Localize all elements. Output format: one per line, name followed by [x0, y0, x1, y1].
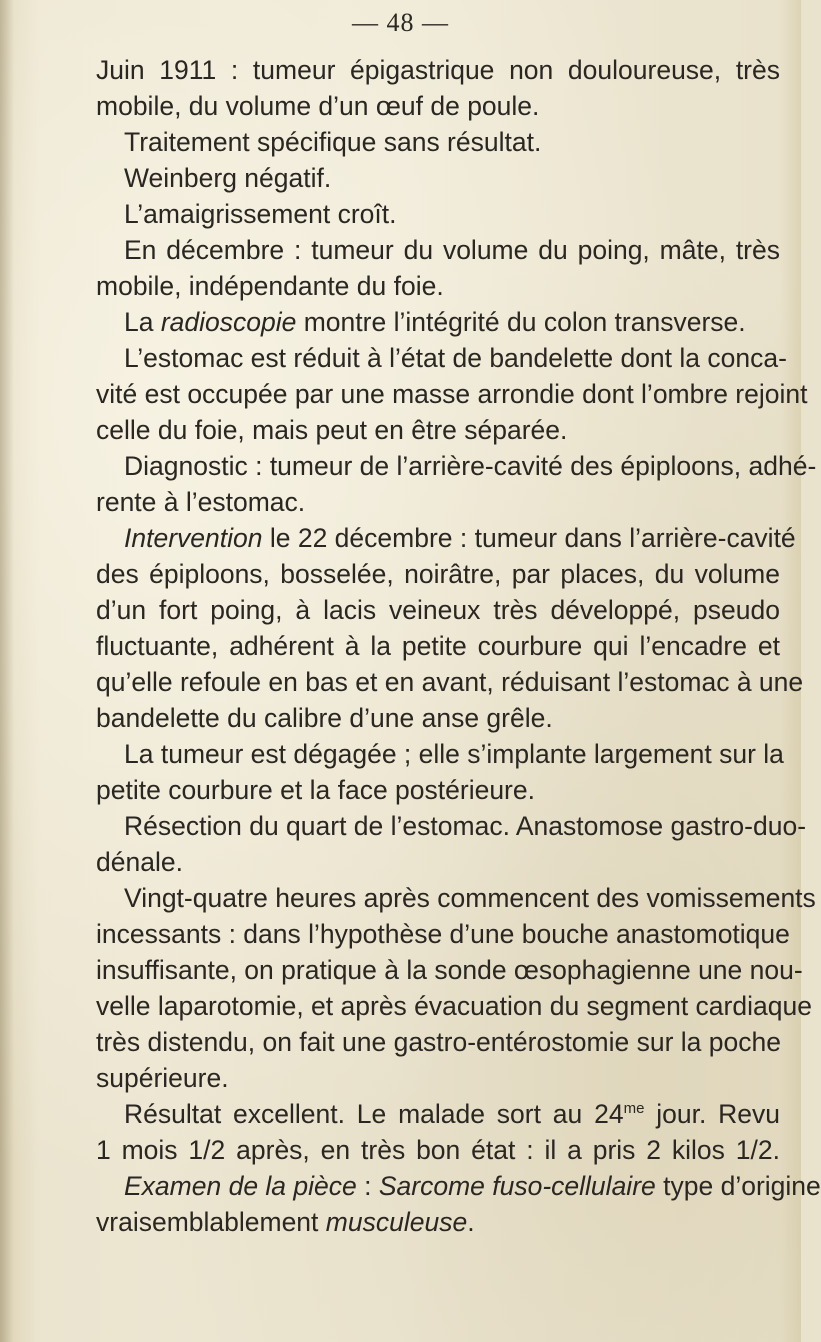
text-segment: vité est occupée par une masse arrondie dont l’ombre rejoint	[96, 379, 808, 409]
text-segment: 1 mois 1/2 après, en très bon état : il a pris 2 kilos 1/2.	[96, 1135, 780, 1165]
text-segment: d’un fort poing, à lacis veineux très développé, pseudo	[96, 595, 780, 625]
italic-text: Examen de la pièce	[124, 1171, 357, 1201]
text-segment: vraisemblablement	[96, 1207, 326, 1237]
text-line	[96, 1168, 821, 1204]
text-segment: petite courbure et la face postérieure.	[96, 775, 535, 805]
italic-text: Intervention	[124, 523, 263, 553]
italic-text: musculeuse	[325, 1207, 468, 1237]
text-line	[96, 772, 780, 808]
text-segment: rente à l’estomac.	[96, 487, 306, 517]
text-segment: En décembre : tumeur du volume du poing, mâte, très	[124, 235, 780, 265]
text-line	[96, 880, 816, 916]
text-line	[96, 484, 780, 520]
text-line	[96, 1024, 780, 1060]
text-line	[96, 88, 780, 124]
text-line	[96, 1096, 780, 1132]
text-line	[96, 412, 780, 448]
text-segment: Juin 1911 : tumeur épigastrique non douloureuse, très	[96, 55, 780, 85]
text-line	[96, 808, 807, 844]
text-segment: L’amaigrissement croît.	[124, 199, 397, 229]
text-line	[96, 628, 780, 664]
text-segment: La tumeur est dégagée ; elle s’implante largement sur la	[124, 739, 784, 769]
text-segment: mobile, indépendante du foie.	[96, 271, 444, 301]
text-line	[96, 556, 780, 592]
text-segment: Traitement spécifique sans résultat.	[124, 127, 542, 157]
text-line	[96, 52, 780, 88]
text-line	[96, 124, 780, 160]
text-line	[96, 736, 784, 772]
text-line	[96, 232, 780, 268]
text-segment: insuffisante, on pratique à la sonde œsophagienne une nou-	[96, 955, 803, 985]
text-segment: fluctuante, adhérent à la petite courbure qui l’encadre et	[96, 631, 780, 661]
text-line	[96, 340, 787, 376]
text-segment: Résultat excellent. Le malade sort au 24	[124, 1099, 624, 1129]
text-line	[96, 196, 780, 232]
text-segment: celle du foie, mais peut en être séparée.	[96, 415, 568, 445]
text-line	[96, 1060, 780, 1096]
body-text	[96, 52, 821, 1240]
text-line	[96, 304, 780, 340]
superscript-text: me	[623, 1100, 645, 1117]
text-segment: incessants : dans l’hypothèse d’une bouche anastomotique	[96, 919, 790, 949]
text-line	[96, 664, 804, 700]
text-segment: Résection du quart de l’estomac. Anastomose gastro-duo-	[124, 811, 807, 841]
italic-text: Sarcome fuso-cellulaire	[378, 1171, 656, 1201]
text-segment: La	[124, 307, 161, 337]
text-segment: Diagnostic : tumeur de l’arrière-cavité des épiploons, adhé-	[124, 451, 817, 481]
text-segment: des épiploons, bosselée, noirâtre, par places, du volume	[96, 559, 780, 589]
text-segment: qu’elle refoule en bas et en avant, réduisant l’estomac à une	[96, 667, 804, 697]
text-line	[96, 988, 812, 1024]
text-segment: L’estomac est réduit à l’état de bandelette dont la conca-	[124, 343, 787, 373]
text-segment: bandelette du calibre d’une anse grêle.	[96, 703, 553, 733]
text-line	[96, 592, 780, 628]
text-line	[96, 520, 796, 556]
text-line	[96, 916, 790, 952]
text-line	[96, 1132, 780, 1168]
page-number: — 48 —	[352, 8, 449, 37]
text-line	[96, 1204, 780, 1240]
text-segment: type d’origine	[655, 1171, 821, 1201]
text-line	[96, 448, 817, 484]
text-segment: .	[467, 1207, 475, 1237]
text-segment: très distendu, on fait une gastro-entérostomie sur la poche	[96, 1027, 781, 1057]
text-segment: :	[356, 1171, 379, 1201]
text-line	[96, 376, 808, 412]
text-line	[96, 700, 780, 736]
text-line	[96, 844, 780, 880]
text-line	[96, 952, 803, 988]
text-segment: velle laparotomie, et après évacuation du segment cardiaque	[96, 991, 812, 1021]
text-segment: mobile, du volume d’un œuf de poule.	[96, 91, 540, 121]
text-segment: Weinberg négatif.	[124, 163, 332, 193]
text-segment: le 22 décembre : tumeur dans l’arrière-cavité	[262, 523, 796, 553]
text-segment: montre l’intégrité du colon transverse.	[296, 307, 746, 337]
text-segment: supérieure.	[96, 1063, 229, 1093]
text-line	[96, 268, 780, 304]
text-segment: dénale.	[96, 847, 183, 877]
text-segment: jour. Revu	[644, 1099, 781, 1129]
binding-shadow	[0, 0, 14, 1342]
text-line	[96, 160, 780, 196]
italic-text: radioscopie	[160, 307, 297, 337]
text-segment: Vingt-quatre heures après commencent des vomissements	[124, 883, 816, 913]
